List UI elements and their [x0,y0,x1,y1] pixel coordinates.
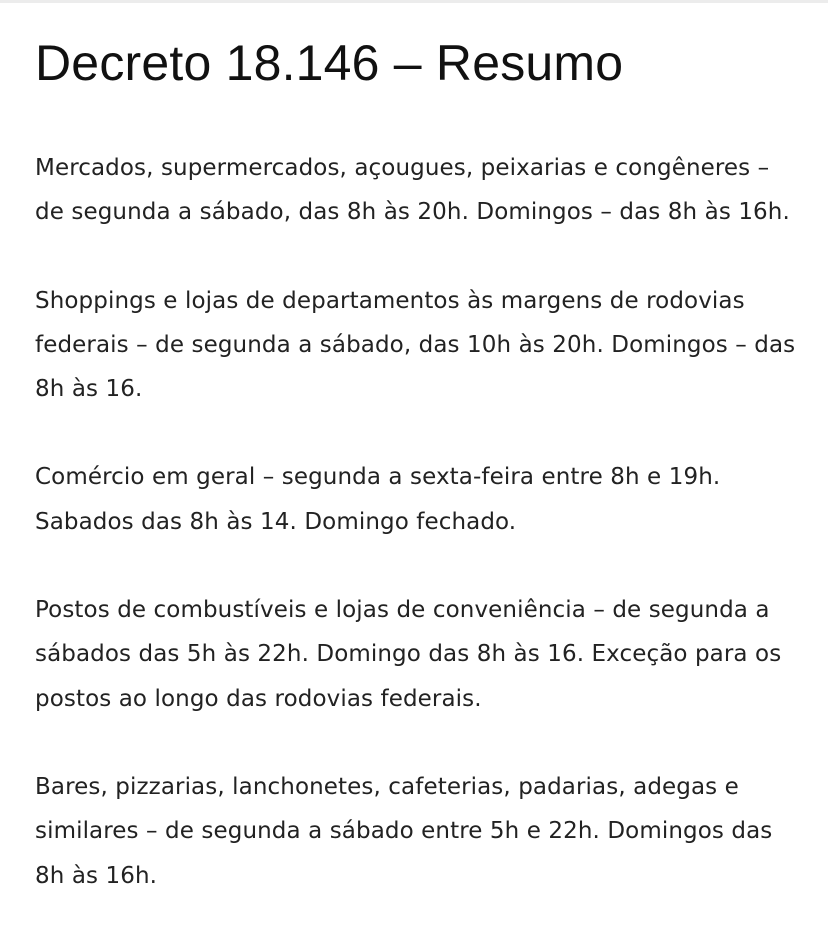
paragraph-shoppings: Shoppings e lojas de departamentos às margens de rodovias federais – de segunda a sábado, das 10h às 20h. Domingos – das 8h às 16. [35,287,796,403]
paragraph-bares: Bares, pizzarias, lanchonetes, cafeterias, padarias, adegas e similares – de segunda a sábado entre 5h e 22h. Domingos das 8h às 16h. [35,773,773,889]
top-divider [0,0,828,3]
paragraph-postos: Postos de combustíveis e lojas de conveniência – de segunda a sábados das 5h às 22h. Domingo das 8h às 16. Exceção para os postos ao longo das rodovias federais. [35,597,782,712]
paragraph-comercio: Comércio em geral – segunda a sexta-feira entre 8h e 19h. Sabados das 8h às 14. Domingo fechado. [35,464,721,535]
article-title: Decreto 18.146 – Resumo [35,35,624,91]
paragraph-mercados: Mercados, supermercados, açougues, peixarias e congêneres – de segunda a sábado, das 8h às 20h. Domingos – das 8h às 16h. [35,155,790,226]
article-content [35,30,805,898]
article-body [35,146,805,898]
